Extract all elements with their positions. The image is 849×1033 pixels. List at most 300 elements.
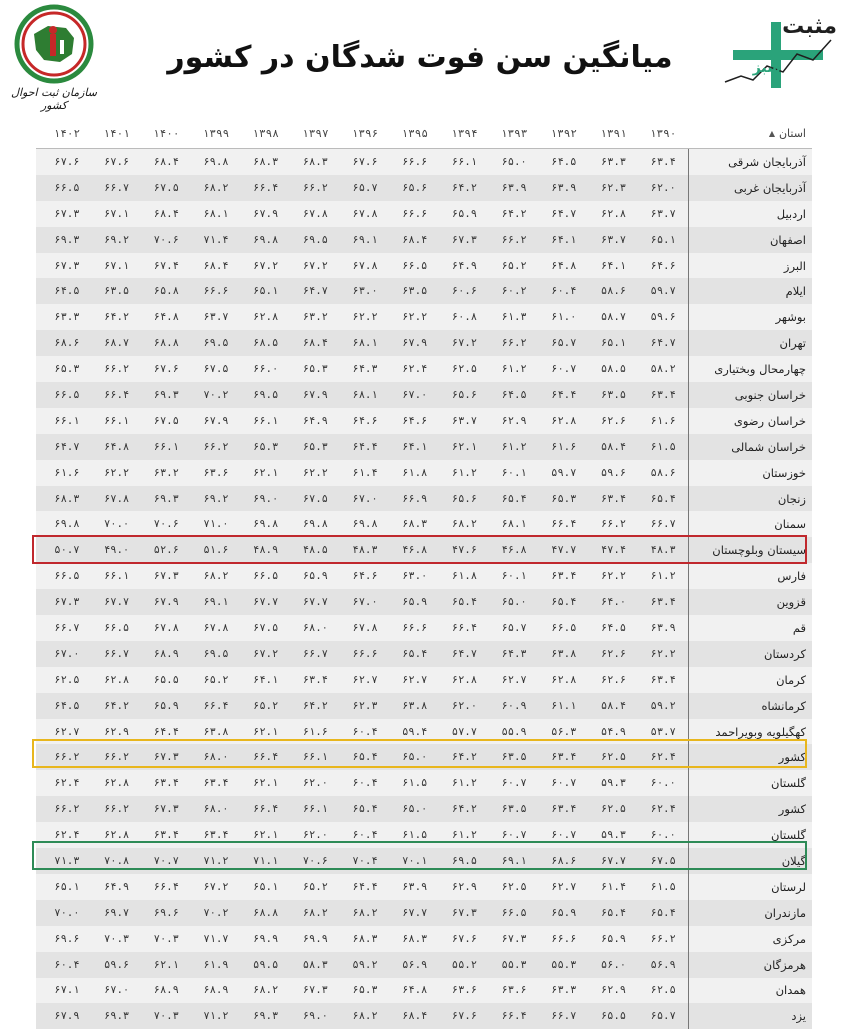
age-value-cell: ۶۰.۶ bbox=[451, 285, 478, 298]
age-value-cell: ۶۷.۳ bbox=[153, 751, 179, 764]
age-value-cell: ۶۰.۱ bbox=[501, 570, 527, 583]
age-value-cell: ۵۴.۹ bbox=[600, 725, 627, 738]
age-value-cell: ۶۴.۸ bbox=[402, 984, 428, 997]
age-value-cell: ۶۳.۳ bbox=[551, 984, 577, 997]
age-value-cell: ۶۵.۲ bbox=[302, 880, 328, 893]
age-value-cell: ۶۸.۱ bbox=[203, 207, 229, 220]
age-value-cell: ۶۱.۲ bbox=[650, 570, 676, 583]
age-value-cell: ۶۷.۵ bbox=[203, 363, 229, 376]
age-value-cell: ۶۷.۹ bbox=[203, 414, 229, 427]
table-row bbox=[36, 356, 812, 382]
age-value-cell: ۶۵.۲ bbox=[203, 673, 229, 686]
table-row bbox=[36, 848, 812, 874]
age-value-cell: ۶۷.۶ bbox=[451, 1010, 478, 1023]
age-value-cell: ۶۸.۵ bbox=[253, 337, 279, 350]
province-name: لرستان bbox=[688, 874, 812, 900]
age-value-cell: ۶۷.۶ bbox=[153, 363, 179, 376]
age-value-cell: ۶۶.۴ bbox=[153, 880, 179, 893]
age-value-cell: ۶۲.۹ bbox=[103, 725, 130, 738]
age-value-cell: ۶۴.۶ bbox=[352, 414, 378, 427]
age-value-cell: ۴۹.۰ bbox=[103, 544, 130, 557]
age-value-cell: ۶۳.۴ bbox=[600, 492, 627, 505]
age-value-cell: ۶۳.۵ bbox=[600, 388, 627, 401]
age-value-cell: ۶۸.۰ bbox=[203, 803, 229, 816]
age-value-cell: ۶۶.۴ bbox=[551, 518, 577, 531]
province-name: مرکزی bbox=[688, 926, 812, 952]
age-value-cell: ۶۴.۷ bbox=[302, 285, 328, 298]
age-value-cell: ۶۷.۵ bbox=[650, 854, 676, 867]
age-value-cell: ۶۹.۲ bbox=[103, 233, 130, 246]
table-row bbox=[36, 667, 812, 693]
age-value-cell: ۶۹.۱ bbox=[352, 233, 378, 246]
age-value-cell: ۶۱.۶ bbox=[54, 466, 80, 479]
age-value-cell: ۷۰.۳ bbox=[153, 932, 179, 945]
age-value-cell: ۵۶.۹ bbox=[402, 958, 428, 971]
age-value-cell: ۷۰.۰ bbox=[103, 518, 130, 531]
age-value-cell: ۶۳.۶ bbox=[203, 466, 229, 479]
age-value-cell: ۶۶.۱ bbox=[451, 155, 478, 168]
table-row bbox=[36, 1003, 812, 1029]
age-value-cell: ۶۵.۰ bbox=[501, 155, 527, 168]
age-value-cell: ۶۶.۷ bbox=[103, 647, 130, 660]
age-value-cell: ۶۶.۱ bbox=[302, 751, 328, 764]
age-value-cell: ۶۹.۳ bbox=[54, 233, 80, 246]
age-value-cell: ۶۰.۰ bbox=[650, 777, 676, 790]
table-row bbox=[36, 278, 812, 304]
age-value-cell: ۶۳.۴ bbox=[650, 388, 676, 401]
age-value-cell: ۶۵.۴ bbox=[650, 492, 676, 505]
age-value-cell: ۶۷.۲ bbox=[302, 259, 328, 272]
age-value-cell: ۶۳.۸ bbox=[203, 725, 229, 738]
age-value-cell: ۶۸.۴ bbox=[153, 207, 179, 220]
table-row bbox=[36, 149, 812, 175]
age-value-cell: ۶۸.۱ bbox=[501, 518, 527, 531]
age-value-cell: ۶۴.۳ bbox=[352, 363, 378, 376]
age-value-cell: ۶۳.۷ bbox=[203, 311, 229, 324]
province-name: گیلان bbox=[688, 848, 812, 874]
age-value-cell: ۶۱.۵ bbox=[650, 440, 676, 453]
age-value-cell: ۶۳.۴ bbox=[650, 155, 676, 168]
age-value-cell: ۵۹.۷ bbox=[551, 466, 577, 479]
age-value-cell: ۶۰.۲ bbox=[501, 285, 527, 298]
year-column-header[interactable]: ۱۳۹۴ bbox=[451, 126, 478, 140]
logo-word-sabz: سبز bbox=[752, 60, 781, 76]
age-value-cell: ۶۴.۴ bbox=[352, 440, 378, 453]
age-value-cell: ۵۱.۶ bbox=[203, 544, 229, 557]
province-name: آذربایجان شرقی bbox=[688, 149, 812, 175]
age-value-cell: ۶۳.۴ bbox=[153, 829, 179, 842]
age-value-cell: ۶۲.۱ bbox=[253, 725, 279, 738]
age-value-cell: ۵۷.۷ bbox=[451, 725, 478, 738]
age-value-cell: ۶۲.۵ bbox=[451, 363, 478, 376]
year-column-header[interactable]: ۱۴۰۲ bbox=[53, 126, 81, 140]
age-value-cell: ۶۶.۶ bbox=[551, 932, 577, 945]
age-value-cell: ۶۱.۶ bbox=[551, 440, 577, 453]
age-value-cell: ۶۸.۲ bbox=[352, 1010, 378, 1023]
age-value-cell: ۶۸.۰ bbox=[302, 621, 328, 634]
province-name: آذربایجان غربی bbox=[688, 175, 812, 201]
age-value-cell: ۶۲.۰ bbox=[302, 829, 328, 842]
age-value-cell: ۶۷.۵ bbox=[302, 492, 328, 505]
age-value-cell: ۶۶.۱ bbox=[54, 414, 80, 427]
age-value-cell: ۴۷.۴ bbox=[600, 544, 627, 557]
age-value-cell: ۶۷.۹ bbox=[153, 596, 179, 609]
age-value-cell: ۶۳.۵ bbox=[402, 285, 428, 298]
age-value-cell: ۶۷.۳ bbox=[54, 259, 80, 272]
age-value-cell: ۶۱.۶ bbox=[302, 725, 328, 738]
age-value-cell: ۴۶.۸ bbox=[501, 544, 527, 557]
table-row bbox=[36, 796, 812, 822]
age-value-cell: ۶۳.۸ bbox=[551, 647, 577, 660]
table-row bbox=[36, 511, 812, 537]
age-value-cell: ۶۰.۷ bbox=[551, 777, 577, 790]
age-value-cell: ۵۹.۶ bbox=[650, 311, 676, 324]
age-value-cell: ۵۹.۷ bbox=[650, 285, 676, 298]
age-value-cell: ۶۸.۱ bbox=[352, 388, 378, 401]
age-value-cell: ۶۲.۹ bbox=[451, 880, 478, 893]
age-value-cell: ۶۳.۴ bbox=[203, 829, 229, 842]
age-value-cell: ۶۳.۴ bbox=[551, 570, 577, 583]
age-value-cell: ۶۱.۱ bbox=[551, 699, 577, 712]
age-value-cell: ۶۲.۲ bbox=[352, 311, 378, 324]
age-value-cell: ۶۲.۶ bbox=[600, 673, 627, 686]
age-value-cell: ۶۶.۱ bbox=[153, 440, 179, 453]
iran-map-emblem-icon bbox=[8, 4, 100, 84]
age-value-cell: ۶۶.۶ bbox=[402, 155, 428, 168]
age-value-cell: ۵۹.۲ bbox=[352, 958, 378, 971]
age-value-cell: ۶۶.۱ bbox=[253, 414, 279, 427]
age-value-cell: ۶۷.۲ bbox=[203, 880, 229, 893]
age-value-cell: ۶۲.۵ bbox=[54, 673, 80, 686]
province-name: اصفهان bbox=[688, 227, 812, 253]
age-value-cell: ۶۲.۷ bbox=[402, 673, 428, 686]
age-value-cell: ۶۲.۲ bbox=[302, 466, 328, 479]
province-column-header[interactable]: استان ▲ bbox=[768, 126, 806, 140]
table-row bbox=[36, 822, 812, 848]
age-value-cell: ۷۱.۳ bbox=[54, 854, 80, 867]
age-value-cell: ۶۲.۹ bbox=[600, 984, 627, 997]
age-value-cell: ۶۱.۲ bbox=[451, 777, 478, 790]
province-name: مازندران bbox=[688, 900, 812, 926]
age-value-cell: ۶۸.۲ bbox=[203, 181, 229, 194]
year-column-header[interactable]: ۱۳۹۵ bbox=[401, 126, 428, 140]
age-value-cell: ۶۰.۷ bbox=[501, 777, 527, 790]
age-value-cell: ۶۲.۲ bbox=[103, 466, 130, 479]
age-value-cell: ۶۵.۴ bbox=[352, 751, 378, 764]
age-value-cell: ۷۰.۲ bbox=[203, 388, 229, 401]
age-value-cell: ۶۳.۴ bbox=[302, 673, 328, 686]
year-column-header[interactable]: ۱۳۹۱ bbox=[600, 126, 627, 140]
province-name: کرمان bbox=[688, 667, 812, 693]
age-value-cell: ۵۸.۵ bbox=[600, 363, 627, 376]
age-value-cell: ۶۸.۸ bbox=[153, 337, 179, 350]
age-value-cell: ۶۷.۳ bbox=[302, 984, 328, 997]
age-value-cell: ۶۴.۹ bbox=[302, 414, 328, 427]
age-value-cell: ۵۹.۲ bbox=[650, 699, 676, 712]
age-value-cell: ۶۳.۵ bbox=[103, 285, 130, 298]
year-column-header[interactable]: ۱۳۹۸ bbox=[252, 126, 279, 140]
age-value-cell: ۶۳.۹ bbox=[650, 621, 676, 634]
table-row bbox=[36, 952, 812, 978]
province-name: کشور bbox=[688, 796, 812, 822]
age-value-cell: ۶۴.۷ bbox=[54, 440, 80, 453]
age-value-cell: ۶۹.۳ bbox=[153, 492, 179, 505]
age-value-cell: ۶۰.۷ bbox=[501, 829, 527, 842]
age-value-cell: ۶۱.۰ bbox=[551, 311, 577, 324]
civil-registration-logo bbox=[8, 4, 100, 112]
age-value-cell: ۵۶.۰ bbox=[600, 958, 627, 971]
age-value-cell: ۶۶.۷ bbox=[54, 621, 80, 634]
age-value-cell: ۶۷.۸ bbox=[153, 621, 179, 634]
age-value-cell: ۶۷.۳ bbox=[501, 932, 527, 945]
age-value-cell: ۶۵.۴ bbox=[402, 647, 428, 660]
province-name: قم bbox=[688, 615, 812, 641]
age-value-cell: ۶۷.۳ bbox=[153, 803, 179, 816]
province-name: خراسان رضوی bbox=[688, 408, 812, 434]
age-value-cell: ۶۲.۸ bbox=[103, 777, 130, 790]
table-row bbox=[36, 563, 812, 589]
age-value-cell: ۶۶.۲ bbox=[54, 751, 80, 764]
age-value-cell: ۶۶.۶ bbox=[402, 621, 428, 634]
age-value-cell: ۶۶.۹ bbox=[402, 492, 428, 505]
year-column-header[interactable]: ۱۳۹۶ bbox=[351, 126, 379, 140]
age-value-cell: ۶۲.۲ bbox=[402, 311, 428, 324]
age-value-cell: ۶۰.۸ bbox=[451, 311, 478, 324]
age-value-cell: ۶۷.۷ bbox=[302, 596, 328, 609]
age-value-cell: ۵۲.۶ bbox=[153, 544, 179, 557]
age-value-cell: ۶۵.۴ bbox=[600, 906, 627, 919]
age-value-cell: ۶۵.۹ bbox=[451, 207, 478, 220]
age-value-cell: ۶۳.۲ bbox=[153, 466, 179, 479]
age-value-cell: ۶۲.۴ bbox=[402, 363, 428, 376]
age-value-cell: ۶۱.۳ bbox=[501, 311, 527, 324]
province-name: کردستان bbox=[688, 641, 812, 667]
table-row bbox=[36, 744, 812, 770]
age-value-cell: ۴۷.۷ bbox=[551, 544, 577, 557]
age-value-cell: ۵۵.۳ bbox=[551, 958, 577, 971]
age-value-cell: ۶۴.۴ bbox=[153, 725, 179, 738]
age-value-cell: ۶۹.۵ bbox=[451, 854, 478, 867]
age-value-cell: ۶۱.۸ bbox=[451, 570, 478, 583]
age-value-cell: ۵۸.۴ bbox=[600, 440, 627, 453]
age-value-cell: ۵۸.۷ bbox=[600, 311, 627, 324]
province-name: ایلام bbox=[688, 278, 812, 304]
age-value-cell: ۷۰.۴ bbox=[352, 854, 378, 867]
age-value-cell: ۶۲.۴ bbox=[54, 777, 80, 790]
age-value-cell: ۶۷.۴ bbox=[153, 259, 179, 272]
age-value-cell: ۶۵.۷ bbox=[650, 1010, 676, 1023]
age-value-cell: ۶۵.۳ bbox=[352, 984, 378, 997]
age-value-cell: ۶۶.۵ bbox=[551, 621, 577, 634]
age-value-cell: ۶۹.۲ bbox=[203, 492, 229, 505]
age-value-cell: ۵۹.۶ bbox=[103, 958, 130, 971]
age-value-cell: ۶۳.۳ bbox=[54, 311, 80, 324]
year-column-header[interactable]: ۱۳۹۷ bbox=[302, 126, 329, 140]
age-value-cell: ۶۴.۰ bbox=[600, 596, 627, 609]
age-value-cell: ۵۹.۶ bbox=[600, 466, 627, 479]
year-column-header[interactable]: ۱۳۹۹ bbox=[202, 126, 230, 140]
age-value-cell: ۵۸.۴ bbox=[600, 699, 627, 712]
age-value-cell: ۶۹.۳ bbox=[103, 1010, 130, 1023]
age-value-cell: ۴۸.۵ bbox=[302, 544, 328, 557]
age-value-cell: ۶۹.۸ bbox=[302, 518, 328, 531]
age-value-cell: ۶۵.۳ bbox=[302, 363, 328, 376]
age-value-cell: ۶۹.۰ bbox=[302, 1010, 328, 1023]
age-value-cell: ۶۶.۲ bbox=[203, 440, 229, 453]
age-value-cell: ۶۵.۷ bbox=[551, 337, 577, 350]
age-value-cell: ۶۴.۲ bbox=[451, 803, 478, 816]
age-value-cell: ۶۰.۴ bbox=[551, 285, 577, 298]
age-value-cell: ۶۷.۳ bbox=[54, 207, 80, 220]
table-row bbox=[36, 900, 812, 926]
age-value-cell: ۶۴.۵ bbox=[54, 285, 80, 298]
age-value-cell: ۶۷.۳ bbox=[451, 233, 478, 246]
age-value-cell: ۶۲.۱ bbox=[451, 440, 478, 453]
age-value-cell: ۶۶.۰ bbox=[253, 363, 279, 376]
table-row bbox=[36, 434, 812, 460]
year-column-header[interactable]: ۱۴۰۱ bbox=[103, 126, 130, 140]
age-value-cell: ۶۶.۲ bbox=[103, 751, 130, 764]
age-value-cell: ۶۰.۰ bbox=[650, 829, 676, 842]
age-value-cell: ۶۹.۳ bbox=[253, 1010, 279, 1023]
age-value-cell: ۶۲.۳ bbox=[352, 699, 378, 712]
age-value-cell: ۷۰.۶ bbox=[302, 854, 328, 867]
age-value-cell: ۶۸.۹ bbox=[153, 984, 179, 997]
age-value-cell: ۶۲.۵ bbox=[600, 803, 627, 816]
age-value-cell: ۶۷.۹ bbox=[253, 207, 279, 220]
age-value-cell: ۷۰.۳ bbox=[153, 1010, 179, 1023]
age-value-cell: ۶۴.۱ bbox=[551, 233, 577, 246]
age-value-cell: ۶۹.۰ bbox=[253, 492, 279, 505]
age-value-cell: ۶۲.۴ bbox=[650, 803, 676, 816]
age-value-cell: ۶۲.۵ bbox=[501, 880, 527, 893]
year-column-header[interactable]: ۱۳۹۰ bbox=[649, 126, 677, 140]
age-value-cell: ۶۴.۴ bbox=[551, 388, 577, 401]
sort-up-icon: ▲ bbox=[768, 128, 775, 138]
table-header-row bbox=[36, 118, 812, 149]
age-value-cell: ۵۸.۶ bbox=[650, 466, 676, 479]
table-row bbox=[36, 330, 812, 356]
age-value-cell: ۶۲.۸ bbox=[551, 414, 577, 427]
age-value-cell: ۶۵.۲ bbox=[253, 699, 279, 712]
age-value-cell: ۶۹.۶ bbox=[54, 932, 80, 945]
age-value-cell: ۷۰.۸ bbox=[103, 854, 130, 867]
age-value-cell: ۶۸.۶ bbox=[54, 337, 80, 350]
year-column-header[interactable]: ۱۳۹۲ bbox=[550, 126, 578, 140]
age-value-cell: ۶۰.۷ bbox=[551, 363, 577, 376]
age-value-cell: ۶۵.۱ bbox=[600, 337, 627, 350]
age-value-cell: ۶۸.۷ bbox=[103, 337, 130, 350]
age-value-cell: ۶۴.۷ bbox=[551, 207, 577, 220]
age-value-cell: ۶۱.۵ bbox=[650, 880, 676, 893]
age-value-cell: ۶۶.۴ bbox=[501, 1010, 527, 1023]
age-value-cell: ۶۵.۰ bbox=[402, 751, 428, 764]
age-value-cell: ۶۹.۸ bbox=[253, 233, 279, 246]
age-value-cell: ۶۲.۸ bbox=[451, 673, 478, 686]
age-value-cell: ۶۲.۶ bbox=[600, 647, 627, 660]
age-value-cell: ۶۵.۳ bbox=[54, 363, 80, 376]
age-value-cell: ۶۹.۵ bbox=[253, 388, 279, 401]
age-value-cell: ۶۸.۴ bbox=[402, 1010, 428, 1023]
age-value-cell: ۶۵.۴ bbox=[451, 596, 478, 609]
age-value-cell: ۶۲.۱ bbox=[253, 777, 279, 790]
age-value-cell: ۴۸.۳ bbox=[650, 544, 676, 557]
age-value-cell: ۶۷.۸ bbox=[103, 492, 130, 505]
age-value-cell: ۶۷.۰ bbox=[103, 984, 130, 997]
page-title: میانگین سن فوت شدگان در کشور bbox=[167, 40, 673, 75]
age-value-cell: ۶۳.۵ bbox=[501, 803, 527, 816]
age-value-cell: ۶۶.۶ bbox=[203, 285, 229, 298]
age-value-cell: ۶۴.۲ bbox=[103, 699, 130, 712]
age-value-cell: ۶۵.۶ bbox=[451, 492, 478, 505]
age-value-cell: ۶۸.۹ bbox=[203, 984, 229, 997]
age-value-cell: ۶۴.۲ bbox=[302, 699, 328, 712]
table-row bbox=[36, 382, 812, 408]
age-value-cell: ۶۶.۶ bbox=[402, 207, 428, 220]
age-value-cell: ۶۲.۱ bbox=[153, 958, 179, 971]
age-value-cell: ۶۶.۲ bbox=[103, 803, 130, 816]
age-value-cell: ۶۸.۲ bbox=[302, 906, 328, 919]
age-value-cell: ۷۱.۷ bbox=[203, 932, 229, 945]
age-value-cell: ۶۸.۶ bbox=[551, 854, 577, 867]
age-value-cell: ۶۶.۴ bbox=[253, 803, 279, 816]
age-value-cell: ۶۲.۱ bbox=[253, 829, 279, 842]
table-row bbox=[36, 874, 812, 900]
age-value-cell: ۶۶.۵ bbox=[253, 570, 279, 583]
table-row bbox=[36, 460, 812, 486]
year-column-header[interactable]: ۱۳۹۳ bbox=[500, 126, 528, 140]
age-value-cell: ۶۲.۲ bbox=[600, 570, 627, 583]
province-name: چهارمحال وبختیاری bbox=[688, 356, 812, 382]
age-value-cell: ۶۵.۴ bbox=[352, 803, 378, 816]
age-value-cell: ۶۵.۷ bbox=[501, 621, 527, 634]
table-row bbox=[36, 227, 812, 253]
age-value-cell: ۶۴.۷ bbox=[650, 337, 676, 350]
age-value-cell: ۶۰.۴ bbox=[352, 777, 378, 790]
age-value-cell: ۶۲.۵ bbox=[600, 751, 627, 764]
age-value-cell: ۶۷.۰ bbox=[352, 492, 378, 505]
age-value-cell: ۶۲.۴ bbox=[650, 751, 676, 764]
age-value-cell: ۶۹.۳ bbox=[153, 388, 179, 401]
age-value-cell: ۶۴.۱ bbox=[600, 259, 627, 272]
table-row bbox=[36, 719, 812, 745]
age-value-cell: ۶۵.۲ bbox=[501, 259, 527, 272]
age-value-cell: ۶۷.۳ bbox=[54, 596, 80, 609]
age-value-cell: ۶۶.۵ bbox=[501, 906, 527, 919]
age-value-cell: ۵۸.۲ bbox=[650, 363, 676, 376]
age-value-cell: ۶۶.۷ bbox=[650, 518, 676, 531]
age-value-cell: ۶۰.۷ bbox=[551, 829, 577, 842]
age-value-cell: ۶۲.۸ bbox=[103, 673, 130, 686]
province-name: گلستان bbox=[688, 770, 812, 796]
age-value-cell: ۶۷.۸ bbox=[352, 259, 378, 272]
age-value-cell: ۶۶.۱ bbox=[103, 414, 130, 427]
year-column-header[interactable]: ۱۴۰۰ bbox=[153, 126, 180, 140]
age-value-cell: ۶۸.۴ bbox=[203, 259, 229, 272]
age-value-cell: ۶۵.۴ bbox=[551, 596, 577, 609]
age-value-cell: ۶۲.۳ bbox=[600, 181, 627, 194]
age-value-cell: ۶۱.۵ bbox=[402, 829, 428, 842]
age-value-cell: ۶۶.۷ bbox=[302, 647, 328, 660]
age-value-cell: ۶۷.۵ bbox=[253, 621, 279, 634]
age-value-cell: ۶۲.۷ bbox=[501, 673, 527, 686]
age-value-cell: ۶۱.۶ bbox=[650, 414, 676, 427]
age-value-cell: ۶۲.۱ bbox=[253, 466, 279, 479]
age-value-cell: ۶۱.۲ bbox=[501, 363, 527, 376]
table-row bbox=[36, 253, 812, 279]
age-value-cell: ۶۷.۰ bbox=[352, 596, 378, 609]
age-value-cell: ۶۵.۰ bbox=[402, 803, 428, 816]
